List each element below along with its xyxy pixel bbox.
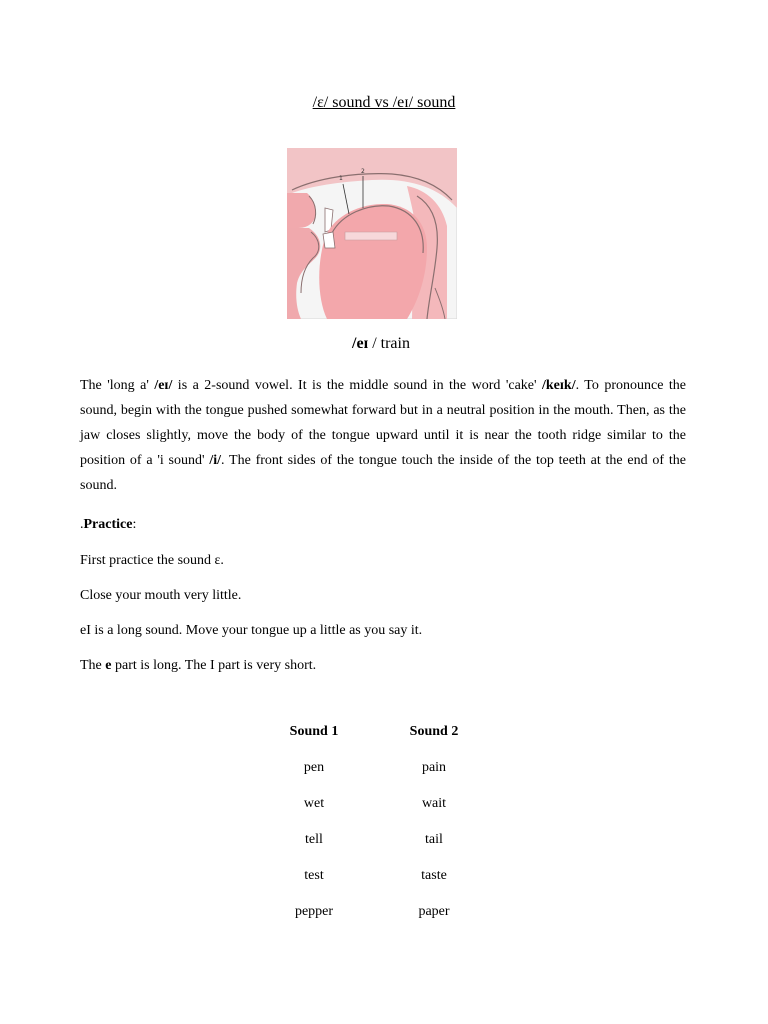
table-cell: wait (421, 796, 447, 811)
table-header-sound-1: Sound 1 (289, 724, 339, 739)
line4-suffix: part is long. The I part is very short. (111, 658, 317, 673)
table-row (254, 832, 494, 868)
mouth-diagram-figure (287, 148, 457, 319)
table-row (254, 904, 494, 940)
page-title-text: /ɛ/ sound vs /eɪ/ sound (312, 94, 456, 111)
table-row (254, 760, 494, 796)
table-cell: tell (305, 832, 323, 847)
instruction-line-4 (80, 658, 316, 674)
instruction-line-3: eI is a long sound. Move your tongue up a little as you say it. (80, 623, 423, 638)
table-cell: pepper (294, 904, 334, 919)
explanation-paragraph (80, 373, 686, 498)
practice-label: Practice (83, 517, 133, 532)
practice-suffix: : (132, 517, 137, 532)
paragraph-text-2: is a 2-sound vowel. It is the middle sound in the word 'cake' (172, 378, 542, 393)
instruction-line-1: First practice the sound ɛ. (80, 553, 224, 568)
line4-prefix: The (80, 658, 106, 673)
table-header-sound-2: Sound 2 (409, 724, 459, 739)
paragraph-ipa-keik: /keɪk/ (542, 378, 576, 393)
instruction-line-2: Close your mouth very little. (80, 588, 242, 603)
marker-1-label: 1 (339, 175, 343, 182)
paragraph-text-4: . The front sides of the tongue touch the inside of the top teeth at the end of the sound. (80, 453, 686, 493)
table-header-row (254, 724, 494, 760)
paragraph-ipa-i: /i/ (209, 453, 221, 468)
table-cell: tail (425, 832, 443, 847)
practice-prefix: . (80, 517, 84, 532)
table-cell: pain (421, 760, 447, 775)
table-row (254, 868, 494, 904)
line4-bold: e (105, 658, 112, 673)
paragraph-text-1: The 'long a' (80, 378, 155, 393)
table-cell: taste (421, 868, 447, 883)
table-cell: test (304, 868, 324, 883)
table-row (254, 796, 494, 832)
paragraph-ipa-ei: /eɪ/ (154, 378, 173, 393)
table-cell: wet (303, 796, 325, 811)
caption-word: / train (368, 335, 410, 352)
paragraph-text-3: . To pronounce the sound, begin with the tongue pushed somewhat forward but in a neutral position in the mouth. Then, as the jaw closes slightly, move the body of the tongue upward until it is near the tooth ridge similar to the position of a 'i sound' (80, 378, 687, 468)
page-title (0, 94, 768, 112)
practice-heading (80, 517, 136, 533)
mouth-diagram-image (287, 148, 457, 319)
caption-symbol: /eɪ (352, 335, 369, 352)
table-cell: paper (418, 904, 450, 919)
figure-caption (0, 335, 762, 353)
word-pairs-table (254, 724, 494, 940)
marker-2-label: 2 (361, 168, 365, 175)
table-cell: pen (303, 760, 325, 775)
